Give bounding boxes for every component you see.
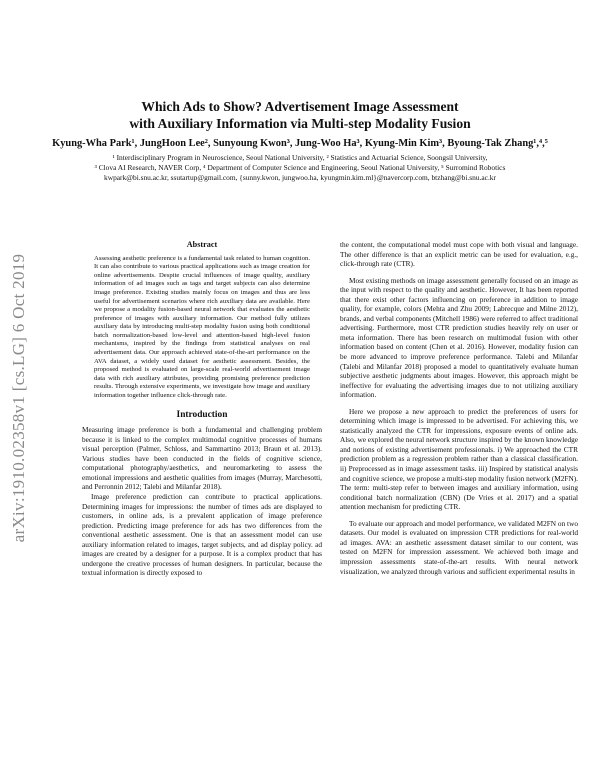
author-list: Kyung-Wha Park¹, JungHoon Lee², Sunyoung Kwon³, Jung-Woo Ha³, Kyung-Min Kim³, Byoung-Tak Zhang¹,⁴,⁵: [52, 138, 548, 149]
abstract-text: Assessing aesthetic preference is a fundamental task related to human cognition. It can also contribute to various practical applications such as image creation for online advertisements. Despite crucial influences of image quality, auxiliary information of ad images such as tags and target subjects can also determine image preference. Existing studies mainly focus on images and thus are less useful for advertisement scenarios where rich auxiliary data are available. Here we propose a modality fusion-based neural network that evaluates the aesthetic preference of images with auxiliary information. Our method fully utilizes auxiliary data by introducing multi-step modality fusion using both conditional batch normalization-based low-level and attention-based high-level fusion mechanisms, inspired by the findings from statistical analyses on real advertisement data. Our approach achieved state-of-the-art performance on the AVA dataset, a widely used dataset for aesthetic assessment. Besides, the proposed method is evaluated on large-scale real-world advertisement image data with rich auxiliary attributes, providing promising preference prediction results. Through extensive experiments, we investigate how image and auxiliary information together influence click-through rate.: [94, 254, 310, 400]
introduction-heading: Introduction: [176, 409, 228, 420]
right-paragraph-1: the content, the computational model must cope with both visual and language. The other difference is that an explicit metric can be used for evaluation, e.g., click-through rate (CTR).: [340, 240, 578, 269]
affiliation-line-2: ³ Clova AI Research, NAVER Corp, ⁴ Department of Computer Science and Engineering, Seoul National University, ⁵ Surromind Robotics: [94, 163, 506, 172]
intro-paragraph-1: Measuring image preference is both a fundamental and challenging problem because it is linked to the complex multimodal cognitive processes of humans visual perception (Palmer, Schloss, and Sammartino 2013; Braun et al. 2013). Various studies have been conducted in the fields of cognitive science, computational photography/aesthetics, and neuromarketing to assess the emotional impressions and aesthetic qualities from images (Murray, Marchesotti, and Perronnin 2012; Talebi and Milanfar 2018).: [82, 425, 322, 492]
paper-title: [60, 98, 540, 132]
title-line-1: Which Ads to Show? Advertisement Image Assessment: [141, 99, 459, 114]
affiliation-line-1: ¹ Interdisciplinary Program in Neuroscience, Seoul National University, ² Statistics and Actuarial Science, Soongsil University,: [112, 153, 488, 162]
affiliations: [20, 153, 580, 183]
right-paragraph-2: Most existing methods on image assessment generally focused on an image as the input with respect to the quality and aesthetic. However, It has been reported that there exist other factors influencing on preference in addition to image quality, for example, colors (Mehta and Zhu 2009; Labrecque and Milne 2012), brands, and verbal components (Mitchell 1986) were referred to affect traditional advertising. Furthermore, most CTR prediction studies heavily rely on user or meta information. There has been research on multimodal fusion with other information based on content (Chen et al. 2016). However, modality fusion can be more advanced to improve preference performance. Talebi and Milanfar (Talebi and Milanfar 2018) proposed a model to quantitatively evaluate human subjective aesthetic judgments about images. However, this approach might be ineffective for evaluating the advertising images due to not utilizing auxiliary information.: [340, 275, 578, 400]
arxiv-sidebar-stamp: [6, 218, 32, 578]
arxiv-identifier: arXiv:1910.02358v1 [cs.LG] 6 Oct 2019: [9, 253, 28, 543]
left-column: [82, 240, 322, 578]
author-emails: kwpark@bi.snu.ac.kr, ssutartup@gmail.com, {sunny.kwon, jungwoo.ha, kyungmin.kim.ml}@navercorp.com, btzhang@bi.snu.ac.kr: [104, 173, 496, 182]
right-paragraph-3: Here we propose a new approach to predict the preferences of users for determining which image is impressed to be advertised. For achieving this, we statistically analyzed the CTR for impressions, exposure events of online ads. Also, we explored the neural network structure inspired by the known knowledge and notions of existing advertisement professionals. i) We approached the CTR prediction problem as a regression problem rather than a classical classification. ii) Preprocessed as in image assessment tasks. iii) Inspired by statistical analysis and cognitive science, we propose a multi-step modality fusion network (M2FN). The term: multi-step refer to between images and auxiliary information, using conditional batch normalization (CBN) (De Vries et al. 2017) and a spatial attention mechanism for predicting CTR.: [340, 406, 578, 512]
intro-paragraph-2: Image preference prediction can contribute to practical applications. Determining images for impressions: the number of times ads are displayed to customers, in online ads, is a prevalent application of image preference prediction. Predicting image preference for ads has two differences from the conventional aesthetic assessment. One is that an assessment model can use auxiliary information related to images, target subjects, and ad display policy. ad images are created by a designer for a purpose. It is a complex product that has undergone the creative processes of human designers. In particular, because the textual information is directly exposed to: [82, 492, 322, 578]
abstract-heading: Abstract: [186, 240, 218, 249]
title-line-2: with Auxiliary Information via Multi-step Modality Fusion: [129, 116, 471, 131]
right-column: [340, 240, 578, 576]
right-paragraph-4: To evaluate our approach and model performance, we validated M2FN on two datasets. Our model is evaluated on impression CTR predictions for real-world ad images. AVA: an aesthetic assessment dataset similar to our content, was tested on M2FN for impression assessment. We achieved both image and impression assessments state-of-the-art results. With neural network visualization, we analyzed through various and sufficient experimental results in: [340, 518, 578, 576]
